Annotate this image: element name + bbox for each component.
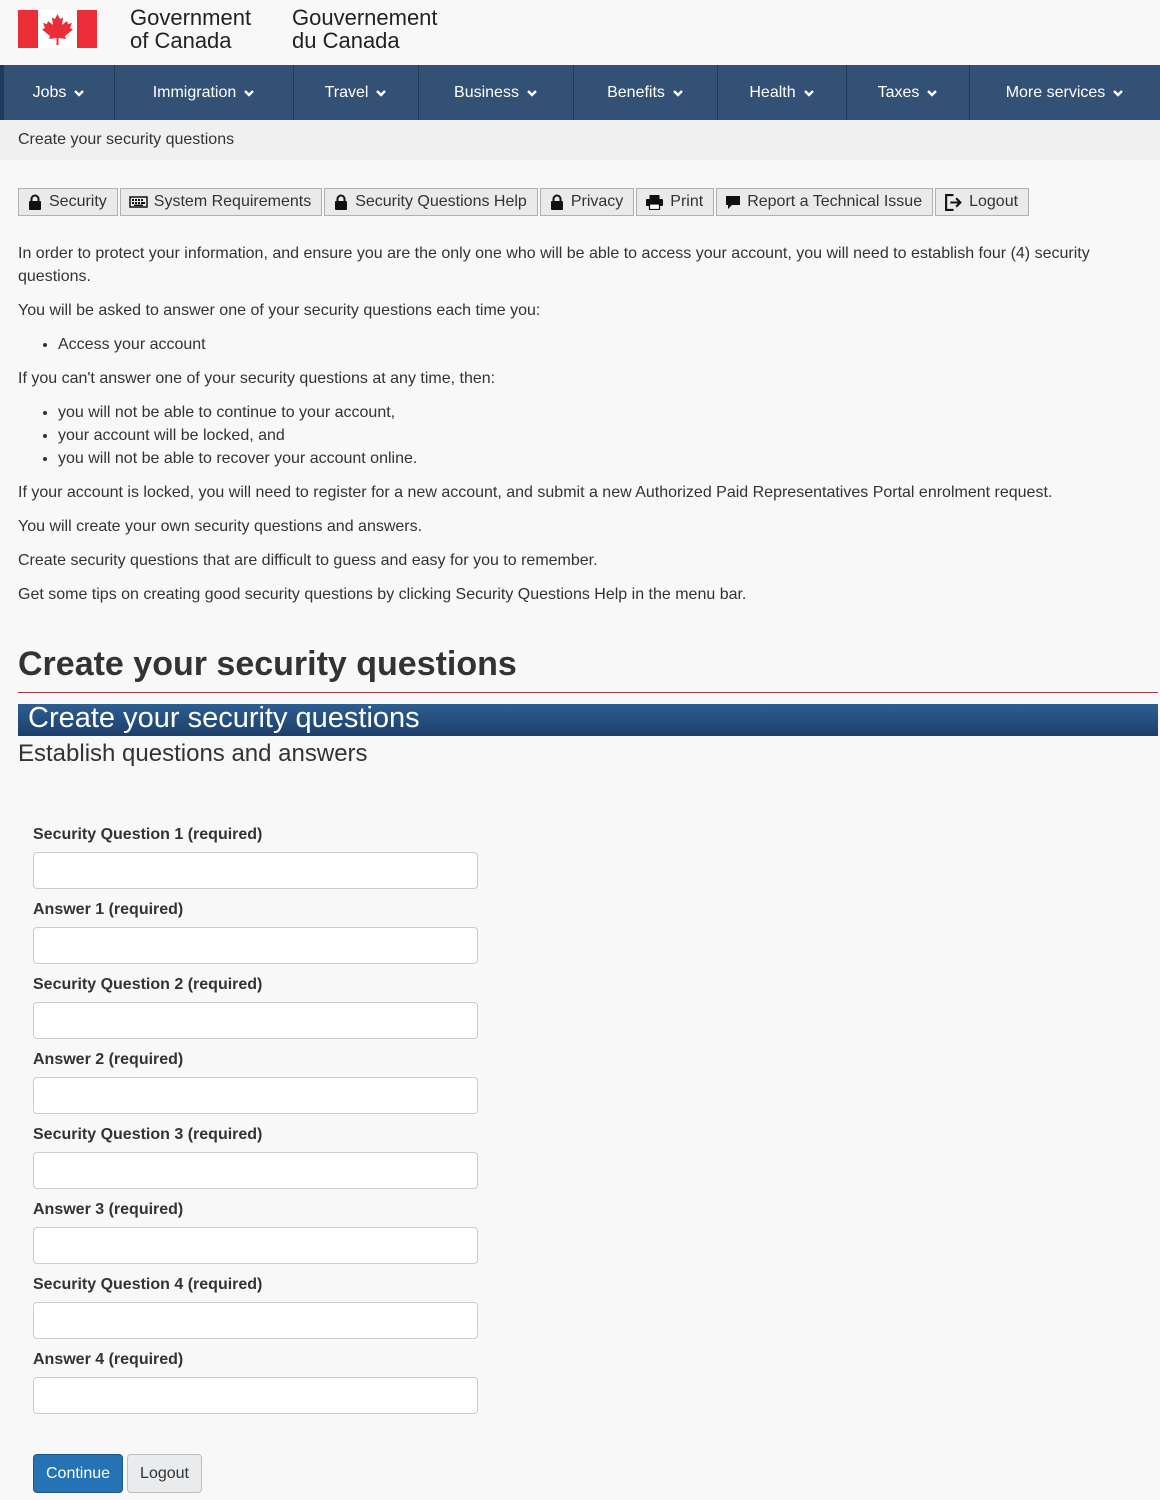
- logout-icon: [944, 193, 963, 212]
- menu-item-health[interactable]: [718, 65, 847, 120]
- list-item: • you will not be able to recover your account online.: [58, 447, 1108, 470]
- answer-2-input[interactable]: [33, 1077, 478, 1114]
- menu-item-label: Business: [454, 83, 519, 101]
- lock-icon: [333, 194, 349, 210]
- consequences-list: [18, 401, 1108, 470]
- chevron-down-icon: [672, 87, 684, 99]
- field-label: Security Question 3 (required): [33, 1126, 263, 1143]
- toolbar-logout-button[interactable]: [935, 188, 1029, 216]
- security-question-1-input[interactable]: [33, 852, 478, 889]
- menu-item-jobs[interactable]: [0, 65, 115, 120]
- form-subheading: Establish questions and answers: [18, 740, 368, 767]
- continue-button[interactable]: Continue: [33, 1454, 123, 1493]
- main-menu: [0, 65, 1160, 120]
- toolbar-label: Report a Technical Issue: [747, 193, 923, 210]
- list-item: • Access your account: [58, 333, 1108, 356]
- toolbar-label: Security: [49, 193, 107, 210]
- chevron-down-icon: [1112, 87, 1124, 99]
- page-title: Create your security questions: [18, 645, 517, 683]
- menu-item-immigration[interactable]: [115, 65, 294, 120]
- security-question-2-input[interactable]: [33, 1002, 478, 1039]
- security-question-3-input[interactable]: [33, 1152, 478, 1189]
- title-divider: [18, 692, 1158, 693]
- menu-item-label: Travel: [324, 83, 369, 101]
- form-field: [33, 1274, 478, 1349]
- intro-paragraph: You will be asked to answer one of your security questions each time you:: [18, 302, 541, 319]
- breadcrumb: Create your security questions: [0, 120, 1160, 160]
- toolbar-label: Security Questions Help: [355, 193, 527, 210]
- intro-paragraph: You will create your own security questions and answers.: [18, 518, 423, 535]
- account-toolbar: [18, 188, 1031, 216]
- panel-header: [18, 704, 1158, 736]
- field-label: Answer 1 (required): [33, 901, 184, 918]
- answer-4-input[interactable]: [33, 1377, 478, 1414]
- menu-item-label: Benefits: [607, 83, 665, 101]
- field-label: Security Question 2 (required): [33, 976, 263, 993]
- chevron-down-icon: [526, 87, 538, 99]
- intro-text: [18, 242, 1108, 617]
- form-field: [33, 1124, 478, 1199]
- field-label: Security Question 4 (required): [33, 1276, 263, 1293]
- lock-icon: [27, 194, 43, 210]
- toolbar-security-questions-help-button[interactable]: [324, 188, 538, 216]
- logout-button[interactable]: Logout: [127, 1454, 202, 1493]
- site-header: [0, 0, 1160, 65]
- field-label: Answer 2 (required): [33, 1051, 184, 1068]
- field-label: Answer 4 (required): [33, 1351, 184, 1368]
- menu-item-label: Immigration: [152, 83, 237, 101]
- menu-item-taxes[interactable]: [847, 65, 970, 120]
- form-field: [33, 899, 478, 974]
- toolbar-label: Logout: [969, 193, 1019, 210]
- menu-item-label: Health: [749, 83, 796, 101]
- toolbar-security-button[interactable]: [18, 188, 118, 216]
- menu-item-benefits[interactable]: [574, 65, 718, 120]
- toolbar-label: Privacy: [570, 193, 624, 210]
- menu-item-travel[interactable]: [294, 65, 419, 120]
- toolbar-label: Print: [670, 193, 704, 210]
- intro-list: [18, 333, 1108, 356]
- field-label: Security Question 1 (required): [33, 826, 263, 843]
- canada-flag-icon[interactable]: [18, 10, 97, 48]
- chevron-down-icon: [803, 87, 815, 99]
- intro-paragraph: If you can't answer one of your security questions at any time, then:: [18, 370, 496, 387]
- form-field: [33, 1049, 478, 1124]
- chevron-down-icon: [243, 87, 255, 99]
- signature-french: Gouvernement du Canada: [292, 5, 438, 53]
- comment-icon: [725, 194, 741, 210]
- list-item: • you will not be able to continue to your account,: [58, 401, 1108, 424]
- intro-paragraph: Get some tips on creating good security questions by clicking Security Questions Help in the menu bar.: [18, 586, 747, 603]
- chevron-down-icon: [926, 87, 938, 99]
- form-field: [33, 1199, 478, 1274]
- chevron-down-icon: [375, 87, 387, 99]
- lock-icon: [549, 194, 565, 210]
- toolbar-privacy-button[interactable]: [540, 188, 634, 216]
- field-label: Answer 3 (required): [33, 1201, 184, 1218]
- list-item: • your account will be locked, and: [58, 424, 1108, 447]
- toolbar-report-technical-issue-button[interactable]: [716, 188, 933, 216]
- toolbar-print-button[interactable]: [636, 188, 714, 216]
- menu-item-label: Jobs: [32, 83, 67, 101]
- form-field: [33, 824, 478, 899]
- intro-paragraph: If your account is locked, you will need to register for a new account, and submit a new Authorized Paid Representatives Portal enrolment request.: [18, 484, 1053, 501]
- panel-title: Create your security questions: [28, 702, 420, 734]
- keyboard-icon: [129, 194, 148, 210]
- security-questions-form: [33, 824, 478, 1424]
- menu-item-label: Taxes: [877, 83, 920, 101]
- form-field: [33, 1349, 478, 1424]
- answer-3-input[interactable]: [33, 1227, 478, 1264]
- answer-1-input[interactable]: [33, 927, 478, 964]
- intro-paragraph: Create security questions that are difficult to guess and easy for you to remember.: [18, 552, 598, 569]
- signature-english: Government of Canada: [130, 5, 252, 53]
- menu-item-label: More services: [1005, 83, 1106, 101]
- form-field: [33, 974, 478, 1049]
- toolbar-system-requirements-button[interactable]: [120, 188, 322, 216]
- form-actions: [33, 1454, 202, 1493]
- intro-paragraph: In order to protect your information, and ensure you are the only one who will be able to access your account, you will need to establish four (4) security questions.: [18, 245, 1090, 285]
- menu-item-more-services[interactable]: [970, 65, 1160, 120]
- chevron-down-icon: [73, 87, 85, 99]
- toolbar-label: System Requirements: [153, 193, 312, 210]
- menu-item-business[interactable]: [419, 65, 574, 120]
- security-question-4-input[interactable]: [33, 1302, 478, 1339]
- print-icon: [645, 194, 664, 210]
